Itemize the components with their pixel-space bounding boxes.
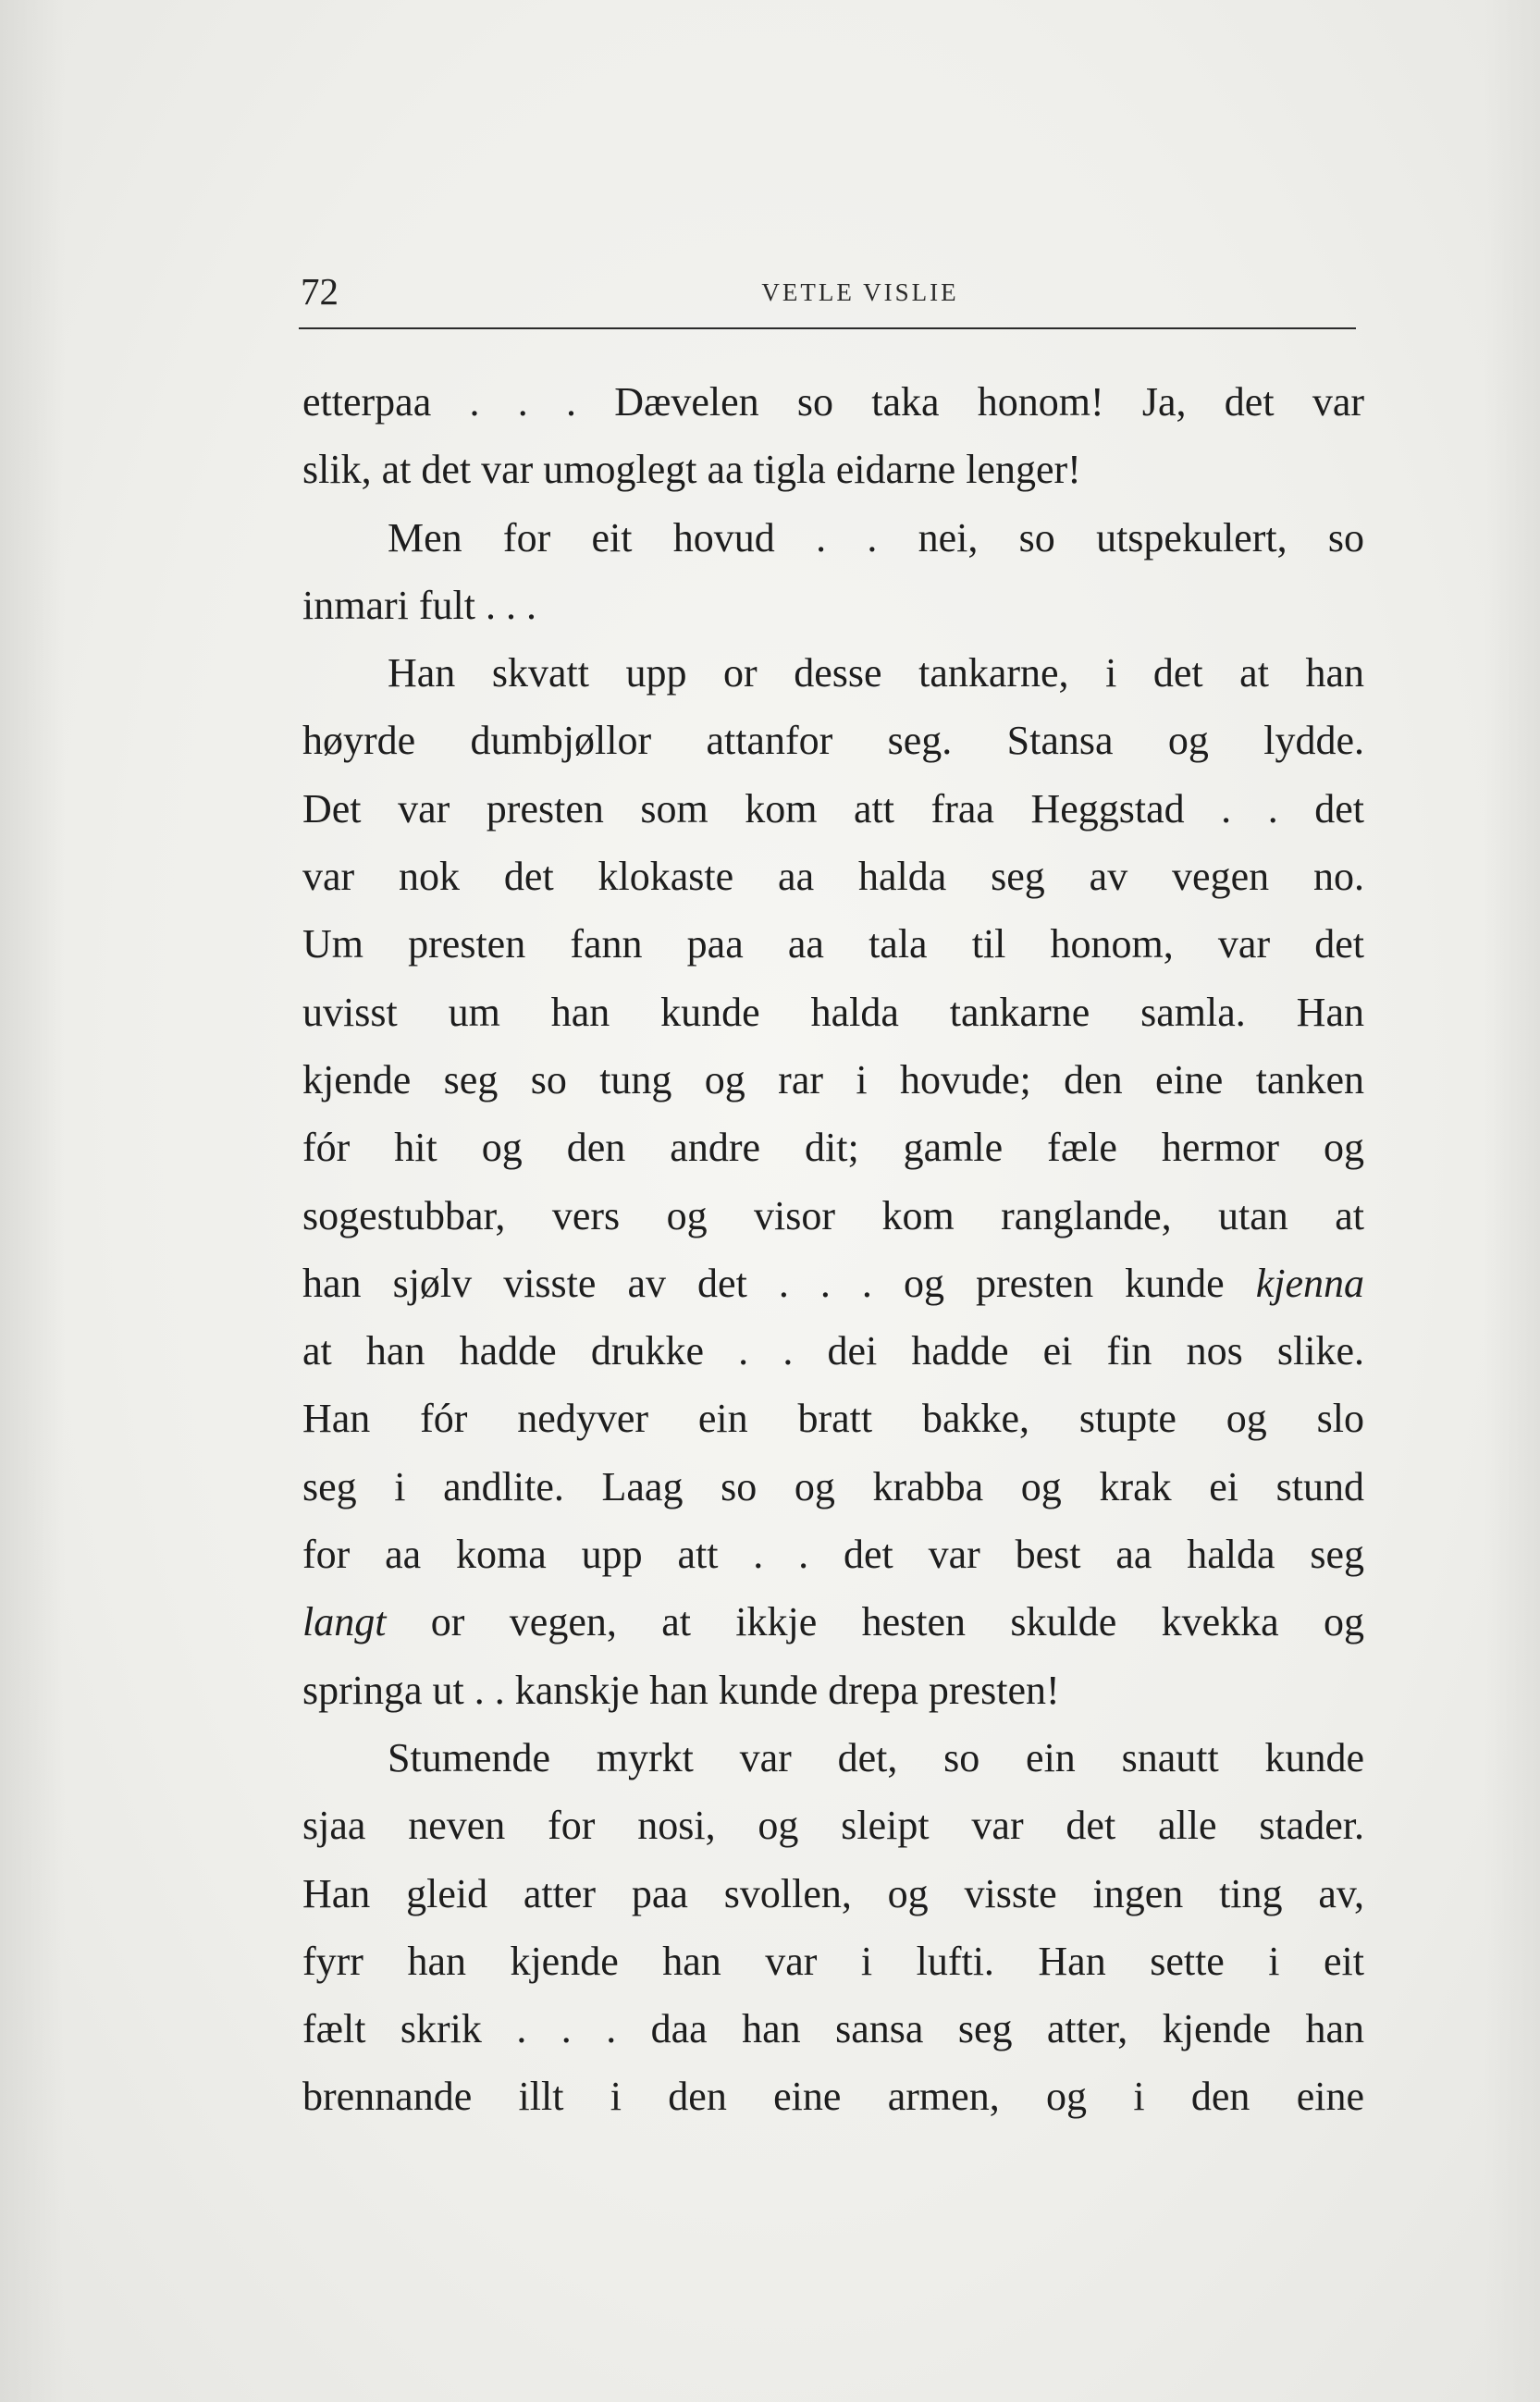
text-line: sjaa neven for nosi, og sleipt var det alle stader. <box>302 1803 1364 1849</box>
running-title: VETLE VISLIE <box>761 278 959 306</box>
text-line: kjende seg so tung og rar i hovude; den eine tanken <box>302 1056 1364 1102</box>
text-line: Han gleid atter paa svollen, og visste ingen ting av, <box>302 1870 1364 1916</box>
text-line: Stumende myrkt var det, so ein snautt kunde <box>388 1734 1364 1780</box>
text-line: Det var presten som kom att fraa Heggstad . . det <box>302 785 1364 831</box>
text-line: springa ut . . kanskje han kunde drepa presten! <box>302 1667 1060 1713</box>
text-line: etterpaa . . . Dævelen so taka honom! Ja, det var <box>302 379 1364 425</box>
header-rule <box>299 327 1356 329</box>
page-edge-shadow-right <box>1485 0 1540 2402</box>
page-number: 72 <box>301 270 339 313</box>
text-line: Han skvatt upp or desse tankarne, i det at han <box>388 650 1364 696</box>
text-line: Han fór nedyver ein bratt bakke, stupte og slo <box>302 1396 1364 1442</box>
text-line: slik, at det var umoglegt aa tigla eidarne lenger! <box>302 447 1081 493</box>
text-line: uvisst um han kunde halda tankarne samla. Han <box>302 989 1364 1035</box>
text-segment: or vegen, at ikkje hesten skulde kvekka og <box>430 1599 1364 1645</box>
page-edge-shadow-left <box>0 0 65 2402</box>
text-line: seg i andlite. Laag so og krabba og krak ei stund <box>302 1463 1364 1509</box>
text-line: Um presten fann paa aa tala til honom, var det <box>302 921 1364 967</box>
text-line <box>302 1588 1364 1656</box>
text-segment: han sjølv visste av det . . . og presten kunde <box>302 1260 1225 1306</box>
text-line: inmari fult . . . <box>302 582 536 628</box>
italic-word: langt <box>302 1599 387 1645</box>
text-line: brennande illt i den eine armen, og i den eine <box>302 2074 1364 2120</box>
text-line: fór hit og den andre dit; gamle fæle hermor og <box>302 1125 1364 1171</box>
text-line: høyrde dumbjøllor attanfor seg. Stansa og lydde. <box>302 718 1364 764</box>
text-line: fyrr han kjende han var i lufti. Han sette i eit <box>302 1938 1364 1984</box>
text-line <box>302 1250 1364 1317</box>
text-line: at han hadde drukke . . dei hadde ei fin nos slike. <box>302 1328 1364 1374</box>
text-line: sogestubbar, vers og visor kom ranglande, utan at <box>302 1192 1364 1238</box>
text-line: Men for eit hovud . . nei, so utspekulert, so <box>388 514 1364 560</box>
body-text <box>302 368 1364 2131</box>
text-line: var nok det klokaste aa halda seg av vegen no. <box>302 854 1364 900</box>
italic-word: kjenna <box>1255 1260 1364 1306</box>
page-header <box>301 268 1355 324</box>
text-line: fælt skrik . . . daa han sansa seg atter, kjende han <box>302 2006 1364 2052</box>
text-line: for aa koma upp att . . det var best aa halda seg <box>302 1532 1364 1578</box>
